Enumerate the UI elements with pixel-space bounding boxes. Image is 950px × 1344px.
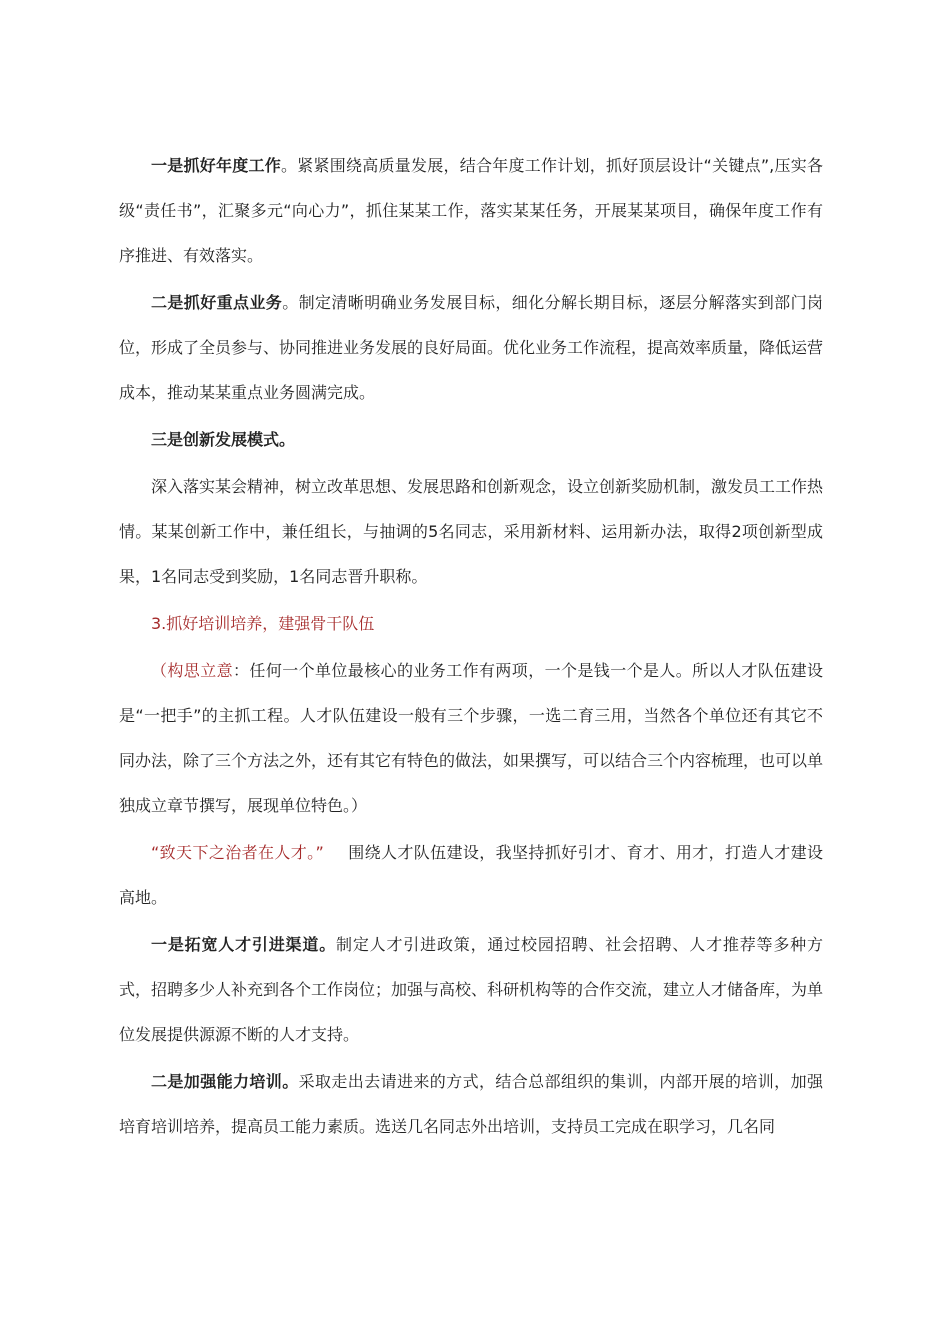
paragraph-annual-work xyxy=(119,143,823,278)
paragraph-lead: 三是创新发展模式。 xyxy=(151,430,296,449)
note-text: ：任何一个单位最核心的业务工作有两项，一个是钱一个是人。所以人才队伍建设是“一把手”的主抓工程。人才队伍建设一般有三个步骤，一选二育三用，当然各个单位还有其它不同办法，除了三个方法之外，还有其它有特色的做法，如果撰写，可以结合三个内容梳理，也可以单独成立章节撰写，展现单位特色。） xyxy=(119,661,824,815)
paragraph-innovation-heading xyxy=(119,417,823,462)
paragraph-quote xyxy=(119,830,823,920)
paragraph-note xyxy=(119,648,823,828)
paragraph-lead: 二是加强能力培训。 xyxy=(151,1072,299,1091)
paragraph-lead: 一是抓好年度工作 xyxy=(151,156,282,175)
paragraph-innovation-body xyxy=(119,464,823,599)
section-heading: 3.抓好培训培养，建强骨干队伍 xyxy=(151,614,375,633)
paragraph-text: 深入落实某会精神，树立改革思想、发展思路和创新观念，设立创新奖励机制，激发员工工作热情。某某创新工作中，兼任组长，与抽调的5名同志，采用新材料、运用新办法，取得2项创新型成果，1名同志受到奖励，1名同志晋升职称。 xyxy=(119,477,824,586)
note-label: 构思立意 xyxy=(167,661,234,680)
paragraph-training xyxy=(119,1059,823,1149)
paragraph-lead: 一是拓宽人才引进渠道。 xyxy=(151,935,337,954)
paragraph-text: 制定人才引进政策，通过校园招聘、社会招聘、人才推荐等多种方式，招聘多少人补充到各个工作岗位；加强与高校、科研机构等的合作交流，建立人才储备库，为单位发展提供源源不断的人才支持。 xyxy=(119,935,824,1044)
paragraph-text: 。制定清晰明确业务发展目标，细化分解长期目标，逐层分解落实到部门岗位，形成了全员参与、协同推进业务发展的良好局面。优化业务工作流程，提高效率质量，降低运营成本，推动某某重点业务圆满完成。 xyxy=(119,293,824,402)
paragraph-text: 采取走出去请进来的方式，结合总部组织的集训，内部开展的培训，加强培育培训培养，提高员工能力素质。选送几名同志外出培训，支持员工完成在职学习，几名同 xyxy=(119,1072,823,1136)
document-page xyxy=(119,143,823,1151)
note-open: （ xyxy=(151,661,168,680)
paragraph-lead: 二是抓好重点业务 xyxy=(151,293,283,312)
paragraph-talent-channels xyxy=(119,922,823,1057)
paragraph-key-business xyxy=(119,280,823,415)
quote-rest: 围绕人才队伍建设，我坚持抓好引才、育才、用才，打造人才建设高地。 xyxy=(119,843,823,907)
paragraph-text: 。紧紧围绕高质量发展，结合年度工作计划，抓好顶层设计“关键点”,压实各级“责任书”，汇聚多元“向心力”，抓住某某工作，落实某某任务，开展某某项目，确保年度工作有序推进、有效落实。 xyxy=(119,156,823,265)
quote-text: “致天下之治者在人才。” xyxy=(151,843,324,862)
